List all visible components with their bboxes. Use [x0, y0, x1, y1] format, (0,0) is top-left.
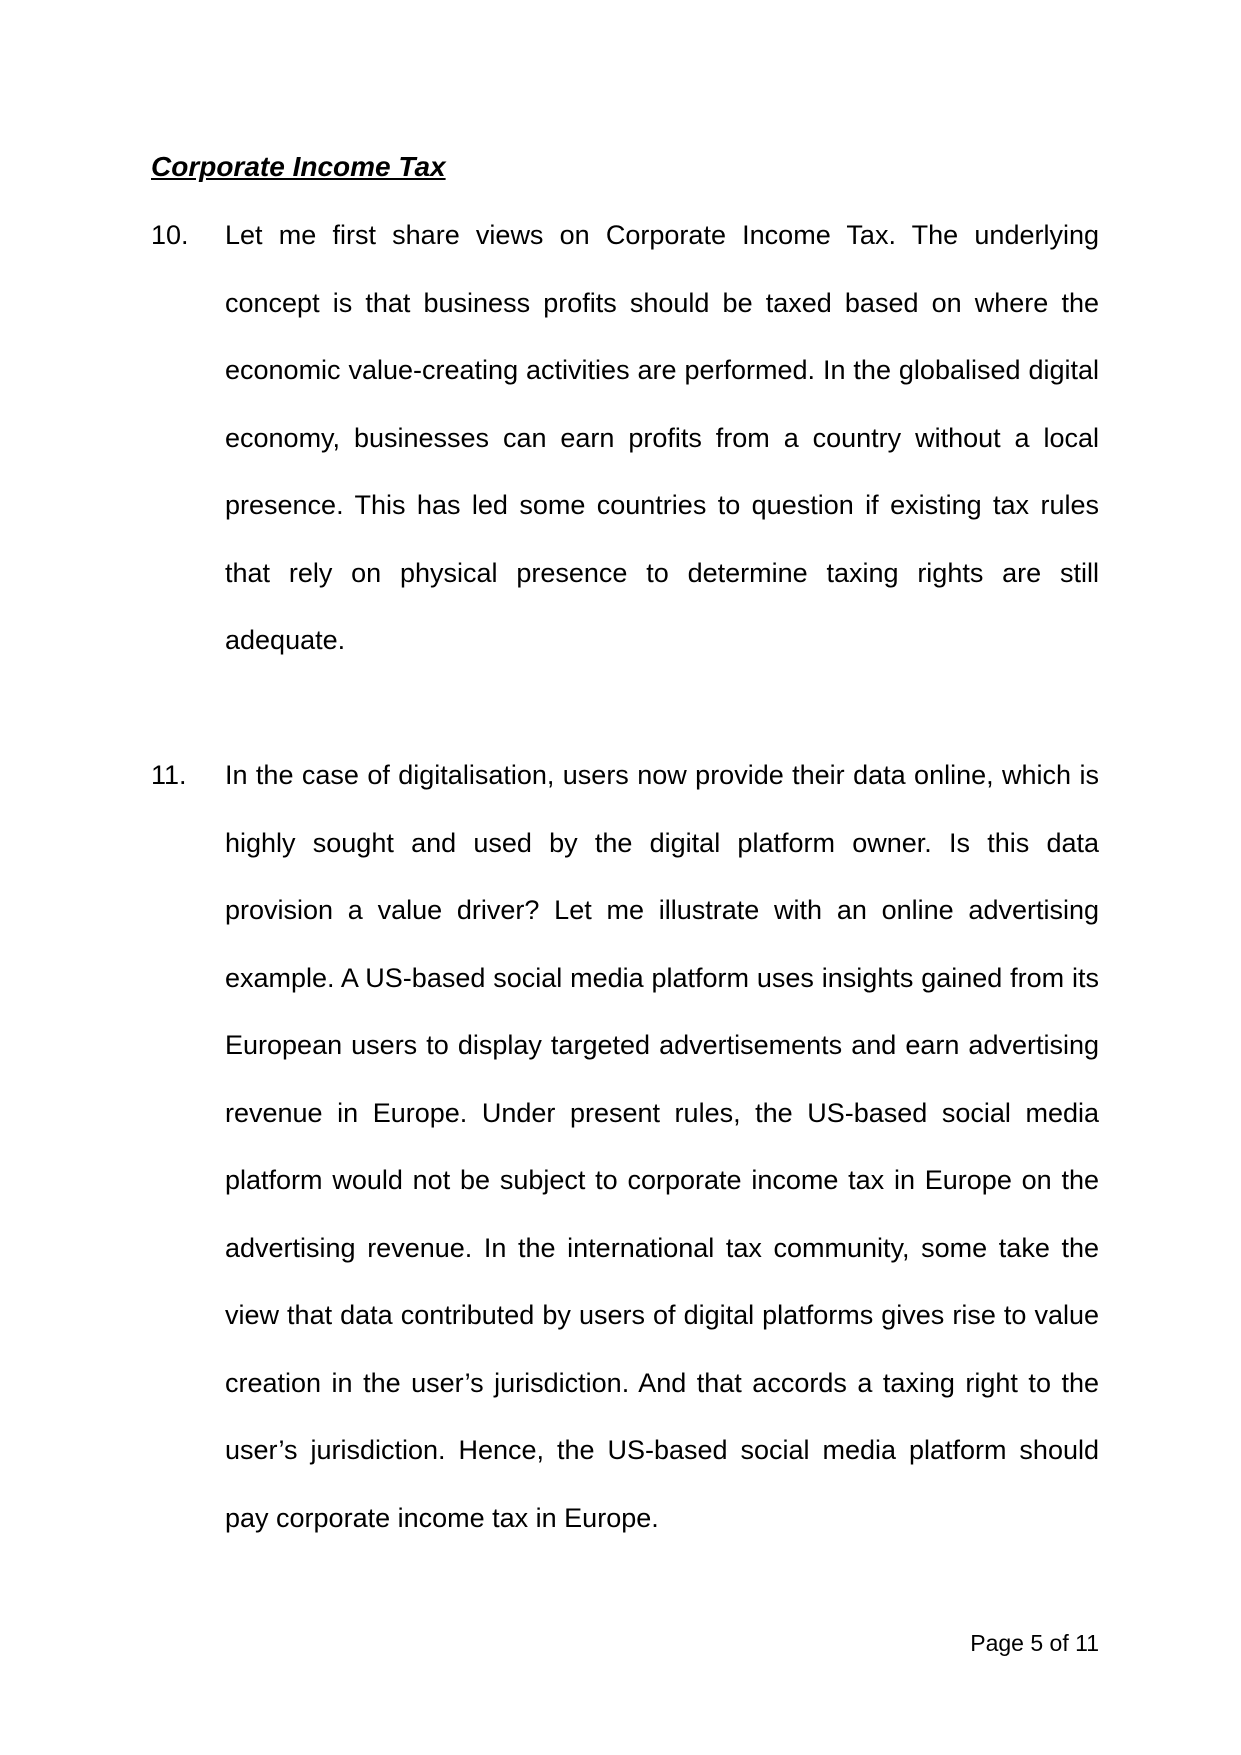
page-number-footer: Page 5 of 11 — [970, 1630, 1099, 1656]
paragraph-text: In the case of digitalisation, users now provide their data online, which is highly sought and used by the digital platform owner. Is this data provision a value driver? Let me illustrate with an online advertising example. A US-based social media platform uses insights gained from its European users to display targeted advertisements and earn advertising revenue in Europe. Under present rules, the US-based social media platform would not be subject to corporate income tax in Europe on the advertising revenue. In the international tax community, some take the view that data contributed by users of digital platforms gives rise to value creation in the user’s jurisdiction. And that accords a taxing right to the user’s jurisdiction. Hence, the US-based social media platform should pay corporate income tax in Europe. — [225, 760, 1099, 1533]
section-heading: Corporate Income Tax — [151, 151, 446, 182]
paragraph-number: 11. — [151, 760, 187, 790]
paragraph-text: Let me first share views on Corporate Income Tax. The underlying concept is that business profits should be taxed based on where the economic value-creating activities are performed. In the globalised digital economy, businesses can earn profits from a country without a local presence. This has led some countries to question if existing tax rules that rely on physical presence to determine taxing rights are still adequate. — [225, 220, 1099, 655]
paragraph-number: 10. — [151, 220, 189, 250]
